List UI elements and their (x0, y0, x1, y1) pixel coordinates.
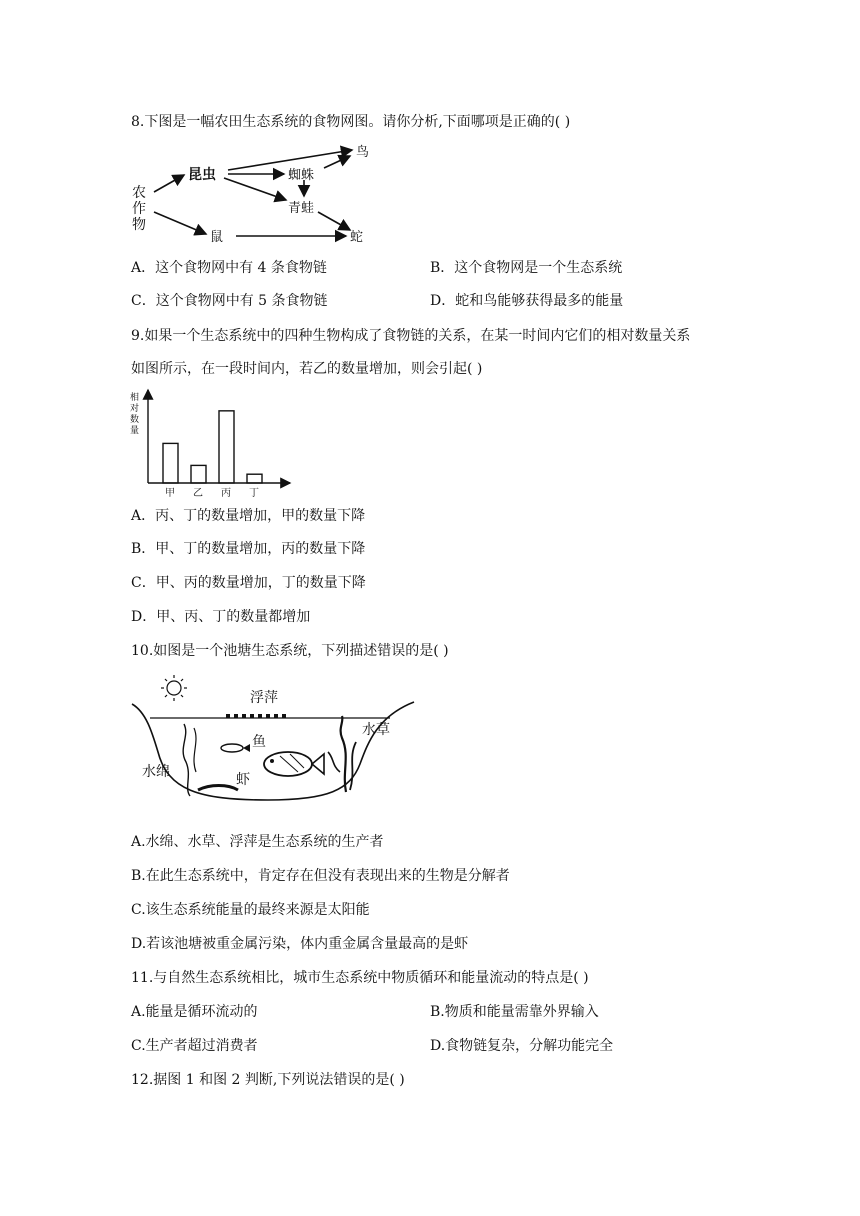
q12-stem: 12.据图 1 和图 2 判断,下列说法错误的是( ) (131, 1072, 405, 1088)
q8-option-d[interactable]: D．蛇和鸟能够获得最多的能量 (430, 293, 624, 309)
q8-option-c[interactable]: C．这个食物网中有 5 条食物链 (131, 293, 328, 309)
q9-option-c[interactable]: C．甲、丙的数量增加，丁的数量下降 (131, 575, 366, 591)
y-label-2: 对 (130, 404, 140, 414)
arrow-insect-frog (224, 178, 286, 200)
tick-label-2: 丙 (221, 488, 231, 499)
arrow-frog-snake (318, 212, 350, 230)
bar-1 (191, 465, 206, 483)
q8-option-b[interactable]: B．这个食物网是一个生态系统 (430, 260, 623, 276)
label-mouse: 鼠 (210, 230, 224, 245)
tick-label-1: 乙 (193, 488, 203, 499)
arrow-crop-insect (154, 175, 184, 192)
q11-stem: 11.与自然生态系统相比，城市生态系统中物质循环和能量流动的特点是( ) (131, 970, 589, 986)
q9-option-d[interactable]: D．甲、丙、丁的数量都增加 (131, 609, 311, 625)
q11-option-b[interactable]: B.物质和能量需靠外界输入 (430, 1004, 599, 1020)
tick-label-0: 甲 (165, 488, 175, 499)
q8-option-a[interactable]: A．这个食物网中有 4 条食物链 (131, 260, 327, 276)
y-label-3: 数 (130, 415, 140, 425)
label-crop-2: 作 (132, 201, 146, 217)
pond-outline (132, 702, 414, 800)
label-shrimp: 虾 (236, 772, 250, 788)
q10-option-c[interactable]: C.该生态系统能量的最终来源是太阳能 (131, 902, 370, 918)
label-crop-3: 物 (132, 217, 146, 233)
q10-pond-figure (128, 672, 418, 816)
q9-stem-line1: 9.如果一个生态系统中的四种生物构成了食物链的关系，在某一时间内它们的相对数量关系 (131, 328, 691, 344)
label-waterweed: 水草 (362, 722, 390, 738)
q10-stem: 10.如图是一个池塘生态系统，下列描述错误的是( ) (131, 643, 449, 659)
q11-option-d[interactable]: D.食物链复杂，分解功能完全 (430, 1038, 614, 1054)
q8-stem: 8.下图是一幅农田生态系统的食物网图。请你分析,下面哪项是正确的( ) (131, 114, 571, 130)
q11-option-a[interactable]: A.能量是循环流动的 (131, 1004, 258, 1020)
arrow-insect-bird (228, 150, 352, 170)
label-spirogyra: 水绵 (142, 764, 170, 780)
spirogyra-plant (183, 724, 190, 796)
q10-option-b[interactable]: B.在此生态系统中，肯定存在但没有表现出来的生物是分解者 (131, 868, 510, 884)
label-duckweed: 浮萍 (250, 690, 278, 706)
food-web-diagram (128, 140, 388, 250)
q10-option-d[interactable]: D.若该池塘被重金属污染，体内重金属含量最高的是虾 (131, 936, 469, 952)
shrimp-icon (198, 786, 238, 791)
pond-diagram (128, 672, 418, 812)
y-label-1: 相 (130, 393, 140, 403)
waterweed-plant (341, 716, 346, 792)
bar-chart (128, 386, 298, 501)
arrow-spider-bird (324, 156, 350, 168)
label-frog: 青蛙 (288, 201, 315, 216)
arrow-crop-mouse (154, 212, 206, 234)
label-fish: 鱼 (252, 734, 266, 750)
q9-option-a[interactable]: A．丙、丁的数量增加，甲的数量下降 (131, 508, 366, 524)
label-insect: 昆虫 (188, 167, 216, 183)
label-bird: 鸟 (356, 145, 370, 160)
q9-option-b[interactable]: B．甲、丁的数量增加，丙的数量下降 (131, 541, 366, 557)
sun-icon (161, 675, 187, 701)
q10-option-a[interactable]: A.水绵、水草、浮萍是生态系统的生产者 (131, 834, 384, 850)
bar-3 (247, 474, 262, 483)
q8-food-web-figure (128, 140, 388, 254)
label-crop-1: 农 (132, 185, 146, 201)
y-label-4: 量 (130, 426, 140, 436)
q9-stem-line2: 如图所示，在一段时间内，若乙的数量增加，则会引起( ) (131, 361, 483, 377)
bar-0 (163, 443, 178, 483)
bar-2 (219, 411, 234, 483)
big-fish-icon (264, 752, 312, 776)
label-snake: 蛇 (350, 230, 364, 245)
tick-label-3: 丁 (249, 488, 259, 499)
small-fish-icon (221, 744, 243, 752)
label-spider: 蜘蛛 (288, 168, 315, 183)
q11-option-c[interactable]: C.生产者超过消费者 (131, 1038, 258, 1054)
q9-bar-chart-figure (128, 386, 298, 505)
